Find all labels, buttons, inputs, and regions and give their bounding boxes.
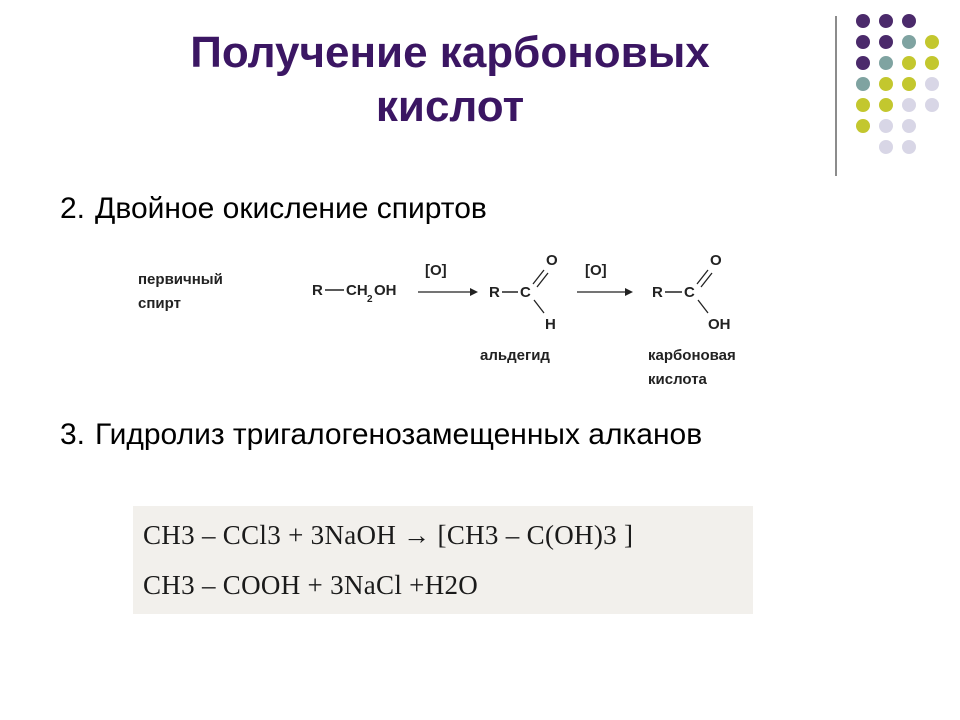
acid-oh: OH <box>708 316 731 333</box>
equation-image <box>133 506 753 614</box>
single-bond <box>698 300 708 313</box>
aldehyde-h: H <box>545 316 556 333</box>
dot <box>879 56 893 70</box>
divider-line <box>835 16 837 176</box>
dot <box>902 77 916 91</box>
section-3-text: Гидролиз тригалогенозамещенных алканов <box>95 418 703 451</box>
equation-line-1: CH3 – CCl3 + 3NaOH → [CH3 – C(OH)3 ] <box>143 520 634 550</box>
oxidant-1: [O] <box>425 262 447 279</box>
primary-alcohol-label-1: первичный <box>138 271 223 288</box>
dot <box>879 98 893 112</box>
reactant-oh: OH <box>374 282 397 299</box>
double-bond-2 <box>701 273 712 287</box>
dot <box>925 77 939 91</box>
dot <box>902 35 916 49</box>
acid-o: O <box>710 252 722 269</box>
reactant-r: R <box>312 282 323 299</box>
acid-label-2: кислота <box>648 371 707 388</box>
dot <box>856 14 870 28</box>
equation-line-2: CH3 – COOH + 3NaCl +H2O <box>143 570 479 600</box>
dot <box>879 35 893 49</box>
dot <box>856 77 870 91</box>
dot <box>879 119 893 133</box>
acid-c: C <box>684 284 695 301</box>
aldehyde-o: O <box>546 252 558 269</box>
dot <box>879 14 893 28</box>
reactant-subscript: 2 <box>367 294 373 305</box>
primary-alcohol-label-2: спирт <box>138 295 181 312</box>
single-bond <box>534 300 544 313</box>
oxidant-2: [O] <box>585 262 607 279</box>
section-2-heading <box>60 192 487 226</box>
section-2-number: 2. <box>60 192 86 225</box>
reactant-ch: CH <box>346 282 368 299</box>
dot <box>856 35 870 49</box>
section-3-heading <box>60 418 702 452</box>
dot <box>925 56 939 70</box>
double-bond-2 <box>537 273 548 287</box>
aldehyde-label: альдегид <box>480 347 550 364</box>
arrow-2-head <box>625 288 633 296</box>
dot <box>902 56 916 70</box>
dot <box>856 119 870 133</box>
dot <box>856 98 870 112</box>
dot <box>925 35 939 49</box>
dot <box>902 119 916 133</box>
acid-label-1: карбоновая <box>648 347 736 364</box>
dot <box>925 98 939 112</box>
double-bond-1 <box>533 270 544 284</box>
dot <box>879 140 893 154</box>
title-line-2: кислот <box>375 82 525 131</box>
oxidation-scheme <box>130 248 770 393</box>
dot <box>902 98 916 112</box>
aldehyde-r: R <box>489 284 500 301</box>
dot <box>902 14 916 28</box>
aldehyde-c: C <box>520 284 531 301</box>
double-bond-1 <box>697 270 708 284</box>
dot <box>856 56 870 70</box>
section-3-number: 3. <box>60 418 86 451</box>
section-2-text: Двойное окисление спиртов <box>95 192 487 225</box>
dot <box>879 77 893 91</box>
dot <box>902 140 916 154</box>
acid-r: R <box>652 284 663 301</box>
arrow-1-head <box>470 288 478 296</box>
slide-title <box>110 26 790 134</box>
title-line-1: Получение карбоновых <box>190 28 710 77</box>
